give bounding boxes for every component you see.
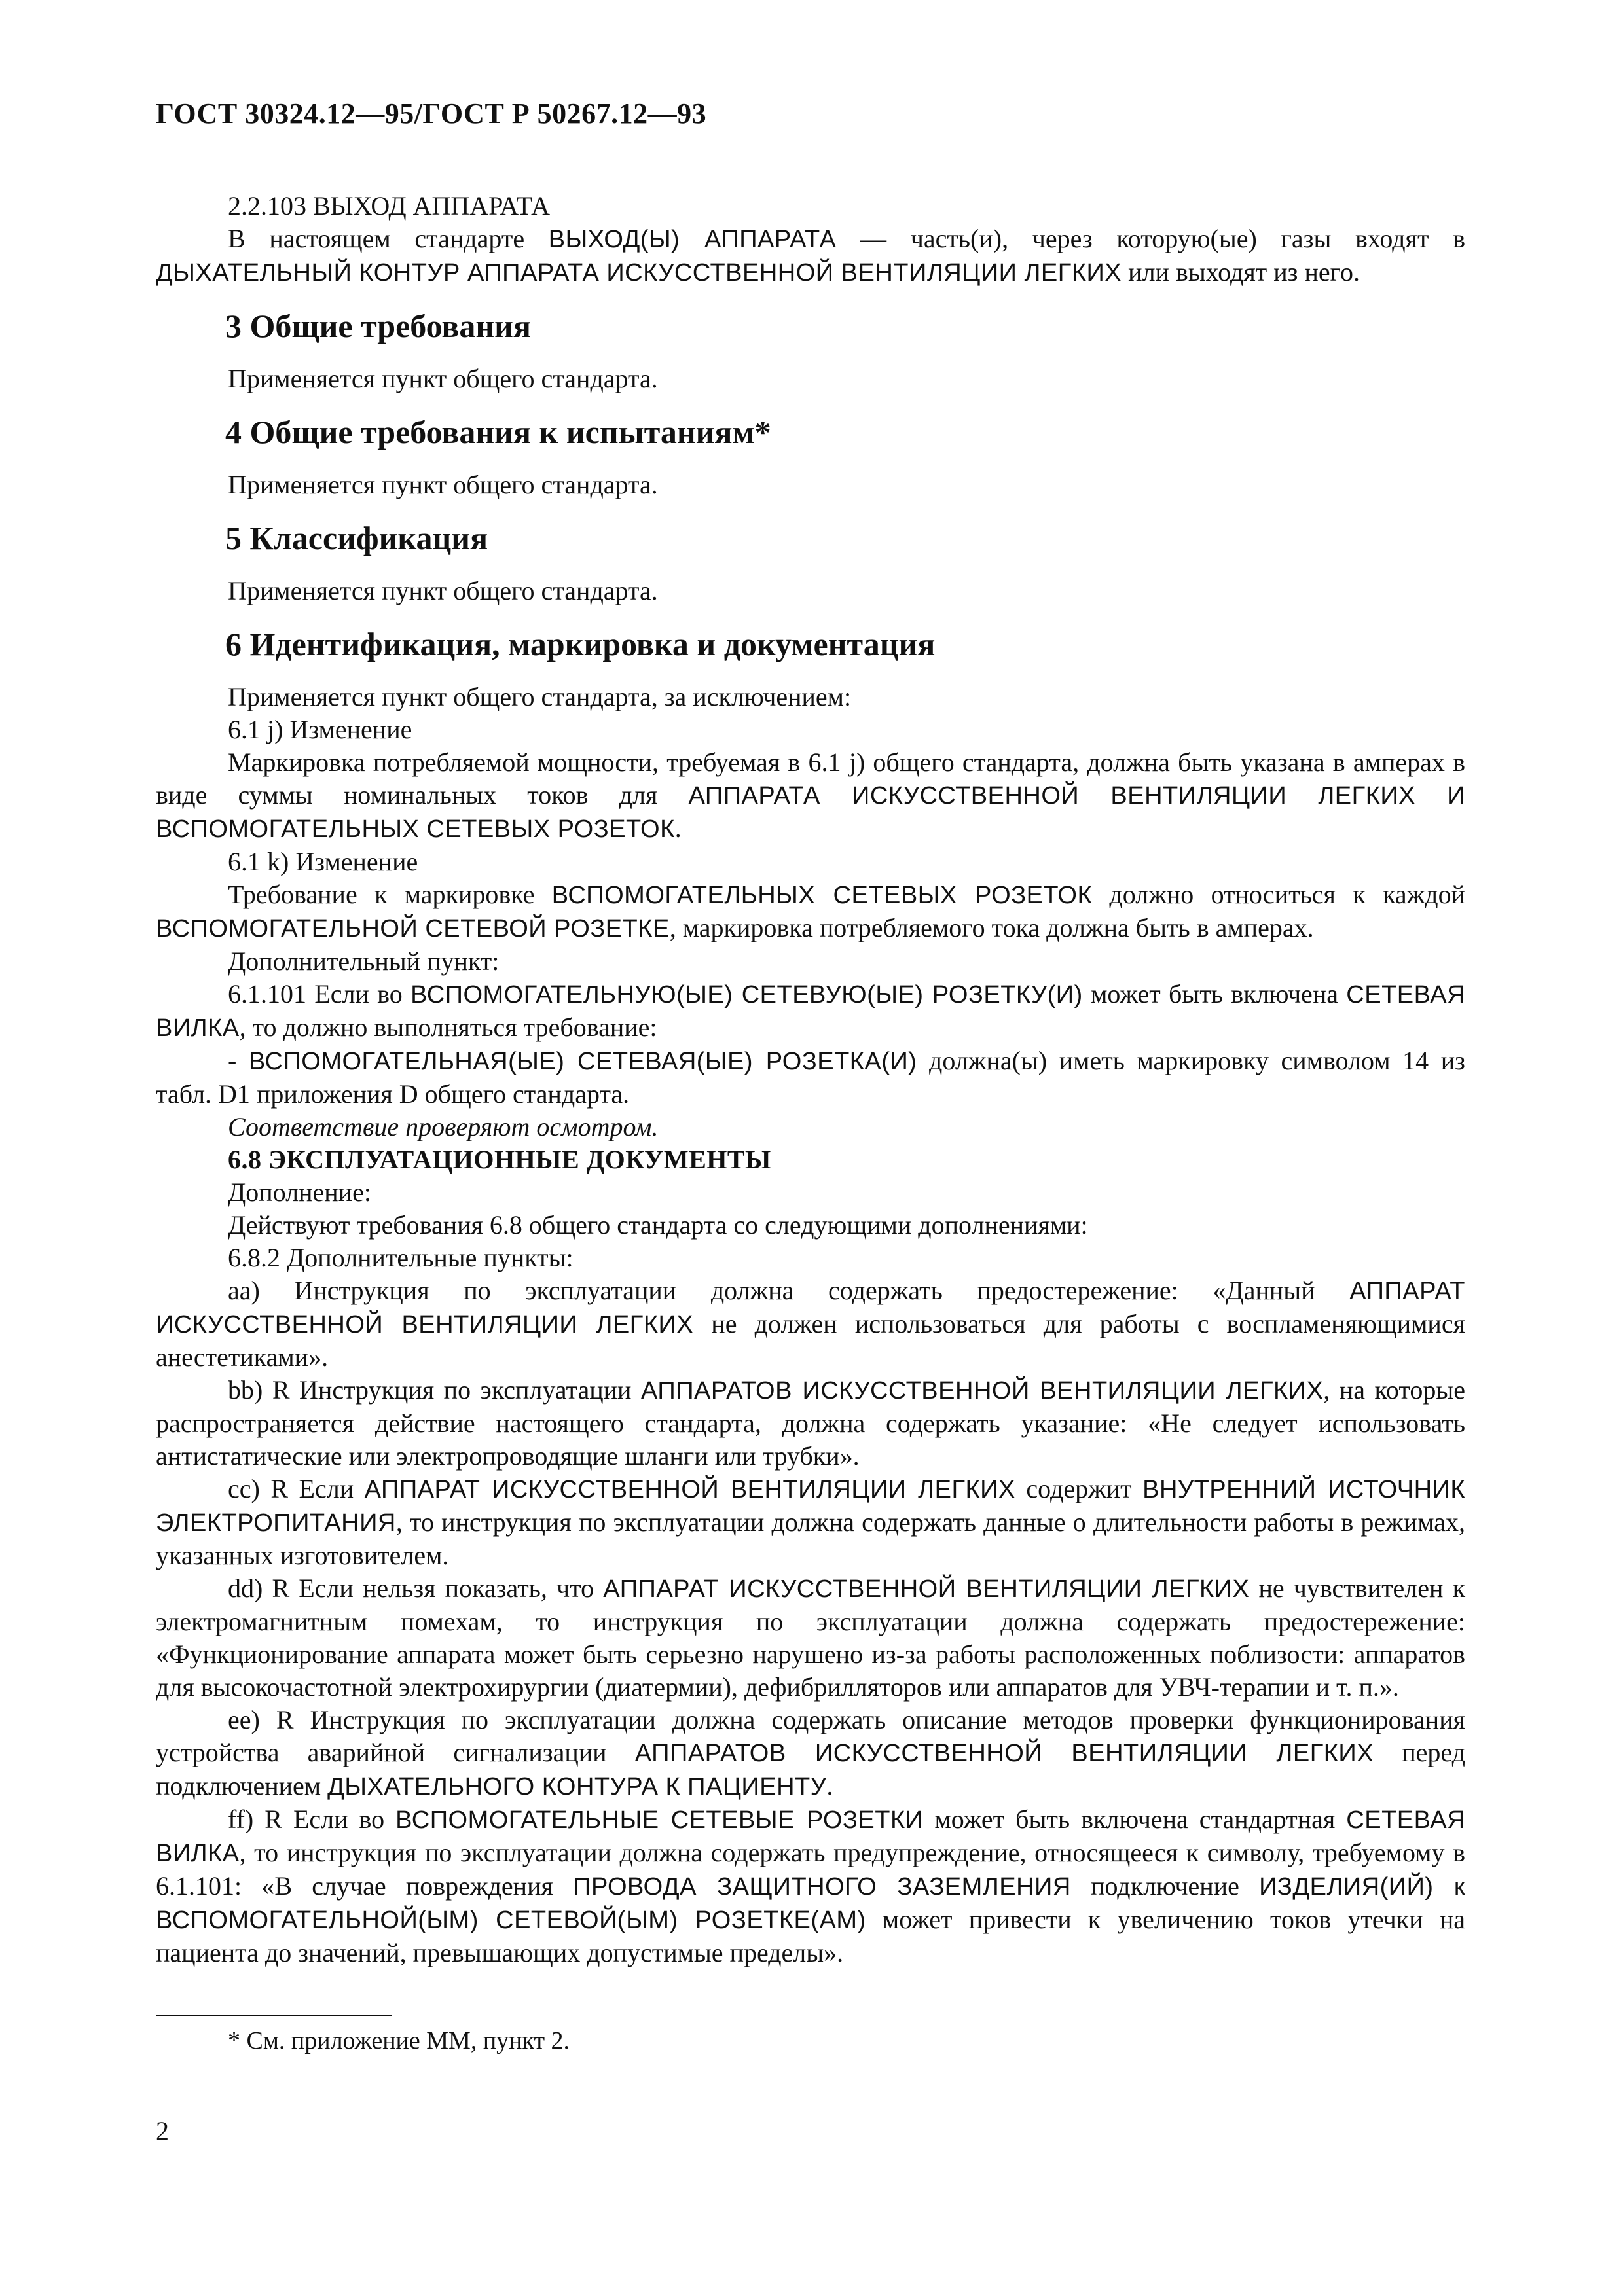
list-item-cc: cc) R Если АППАРАТ ИСКУССТВЕННОЙ ВЕНТИЛЯЦИИ ЛЕГКИХ содержит ВНУТРЕННИЙ ИСТОЧНИК ЭЛЕКТРОПИТАНИЯ, то инструкция по эксплуатации должна содержать данные о длительности работы в режимах, указанных изготовителем. (156, 1474, 1466, 1570)
document-body (156, 190, 1465, 1969)
page-number: 2 (156, 2116, 169, 2145)
section-heading: 5 Классификация (225, 520, 488, 556)
compliance-check: Соответствие проверяют осмотром. (228, 1112, 659, 1141)
section-heading: 6 Идентификация, маркировка и документация (225, 626, 936, 662)
section-heading: 4 Общие требования к испытаниям* (225, 414, 771, 450)
clause-title: Дополнительный пункт: (228, 946, 500, 976)
section-text: Применяется пункт общего стандарта. (228, 576, 658, 605)
list-item-ee: ee) R Инструкция по эксплуатации должна содержать описание методов проверки функционирования устройства аварийной сигнализации АППАРАТОВ ИСКУССТВЕННОЙ ВЕНТИЛЯЦИИ ЛЕГКИХ перед подключением ДЫХАТЕЛЬНОГО КОНТУРА К ПАЦИЕНТУ. (156, 1705, 1465, 1801)
clause-paragraph: Действуют требования 6.8 общего стандарта со следующими дополнениями: (228, 1210, 1088, 1240)
footnote-divider (156, 2015, 392, 2016)
clause-paragraph: В настоящем стандарте ВЫХОД(Ы) АППАРАТА — часть(и), через которую(ые) газы входят в ДЫХАТЕЛЬНЫЙ КОНТУР АППАРАТА ИСКУССТВЕННОЙ ВЕНТИЛЯЦИИ ЛЕГКИХ или выходят из него. (156, 224, 1465, 287)
list-item-bb: bb) R Инструкция по эксплуатации АППАРАТОВ ИСКУССТВЕННОЙ ВЕНТИЛЯЦИИ ЛЕГКИХ, на которые распространяется действие настоящего стандарта, должна содержать указание: «Не следует использовать антистатические или электропроводящие шланги или трубки». (156, 1375, 1465, 1471)
clause-paragraph: Маркировка потребляемой мощности, требуемая в 6.1 j) общего стандарта, должна быть указана в амперах в виде суммы номинальных токов для АППАРАТА ИСКУССТВЕННОЙ ВЕНТИЛЯЦИИ ЛЕГКИХ И ВСПОМОГАТЕЛЬНЫХ СЕТЕВЫХ РОЗЕТОК. (156, 747, 1465, 843)
subsection-heading: 6.8 ЭКСПЛУАТАЦИОННЫЕ ДОКУМЕНТЫ (228, 1145, 771, 1174)
list-item-dd: dd) R Если нельзя показать, что АППАРАТ ИСКУССТВЕННОЙ ВЕНТИЛЯЦИИ ЛЕГКИХ не чувствителен к электромагнитным помехам, то инструкция по эксплуатации должна содержать предостережение: «Функционирование аппарата может быть серьезно нарушено из-за работы расположенных поблизости: аппаратов для высокочастотной электрохирургии (диатермии), дефибрилляторов или аппаратов для УВЧ-терапии и т. п.». (156, 1573, 1466, 1702)
clause-title: 6.1 k) Изменение (228, 847, 418, 876)
section-heading: 3 Общие требования (225, 308, 532, 344)
footnote: * См. приложение ММ, пункт 2. (228, 2027, 570, 2054)
list-item-aa: aa) Инструкция по эксплуатации должна содержать предостережение: «Данный АППАРАТ ИСКУССТВЕННОЙ ВЕНТИЛЯЦИИ ЛЕГКИХ не должен использоваться для работы с воспламеняющимися анестетиками». (156, 1276, 1465, 1372)
section-text: Применяется пункт общего стандарта. (228, 470, 658, 499)
section-text: Применяется пункт общего стандарта. (228, 364, 658, 393)
clause-paragraph: - ВСПОМОГАТЕЛЬНАЯ(ЫЕ) СЕТЕВАЯ(ЫЕ) РОЗЕТКА(И) должна(ы) иметь маркировку символом 14 из табл. D1 приложения D общего стандарта. (156, 1046, 1465, 1109)
list-item-ff: ff) R Если во ВСПОМОГАТЕЛЬНЫЕ СЕТЕВЫЕ РОЗЕТКИ может быть включена стандартная СЕТЕВАЯ ВИЛКА, то инструкция по эксплуатации должна содержать предупреждение, относящееся к символу, требуемому в 6.1.101: «В случае повреждения ПРОВОДА ЗАЩИТНОГО ЗАЗЕМЛЕНИЯ подключение ИЗДЕЛИЯ(ИЙ) к ВСПОМОГАТЕЛЬНОЙ(ЫМ) СЕТЕВОЙ(ЫМ) РОЗЕТКЕ(АМ) может привести к увеличению токов утечки на пациента до значений, превышающих допустимые пределы». (156, 1804, 1466, 1967)
document-header: ГОСТ 30324.12—95/ГОСТ Р 50267.12—93 (156, 98, 707, 130)
clause-title: 2.2.103 ВЫХОД АППАРАТА (228, 191, 550, 221)
clause-title: Дополнение: (228, 1177, 371, 1207)
clause-paragraph: Требование к маркировке ВСПОМОГАТЕЛЬНЫХ СЕТЕВЫХ РОЗЕТОК должно относиться к каждой ВСПОМОГАТЕЛЬНОЙ СЕТЕВОЙ РОЗЕТКЕ, маркировка потребляемого тока должна быть в амперах. (156, 880, 1465, 942)
clause-title: 6.8.2 Дополнительные пункты: (228, 1243, 574, 1272)
clause-title: 6.1 j) Изменение (228, 715, 412, 744)
section-text: Применяется пункт общего стандарта, за исключением: (228, 682, 852, 711)
clause-paragraph: 6.1.101 Если во ВСПОМОГАТЕЛЬНУЮ(ЫЕ) СЕТЕВУЮ(ЫЕ) РОЗЕТКУ(И) может быть включена СЕТЕВАЯ ВИЛКА, то должно выполняться требование: (156, 979, 1466, 1042)
